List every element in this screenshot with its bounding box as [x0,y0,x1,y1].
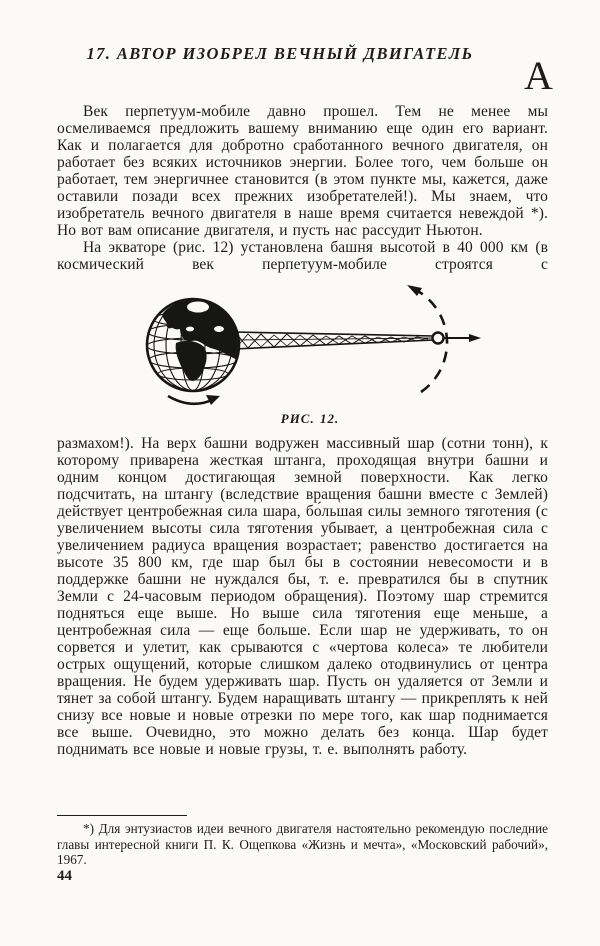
paragraph-tower-part2: размахом!). На верх башни водружен массивный шар (сотни тонн), к которому приварена жесткая штанга, проходящая внутри башни и одним концом достигающая земной поверхности. Как легко подсчитать, на штангу (вследствие вращения башни вместе с Землей) действует центробежная сила шара, бо́льшая силы земного тяготения (с увеличением высоты сила тяготения убывает, а центробежная сила с увеличением радиуса вращения возрастает; равенство достигается на высоте 35 800 км, где шар был бы в состоянии невесомости и в поддержке башни не нуждался бы, т. е. превратился бы в спутник Земли с 24-часовым периодом обращения). Поэтому шар стремится подняться еще выше. Но выше сила тяготения еще меньше, а центробежная сила — еще больше. Если шар не удерживать, то он сорвется и улетит, как срываются с «чертова колеса» те любители острых ощущений, которые слишком далеко отодвинулись от центра вращения. Не будем удерживать шар. Пусть он удаляется от Земли и тянет за собой штангу. Будем наращивать штангу — прикреплять к ней снизу все новые и новые отрезки по мере того, как шар поднимается все выше. Очевидно, это можно делать без конца. Шар будет поднимать все новые и новые грузы, т. е. выполнять работу. [57,435,548,758]
earth-globe [147,299,240,405]
footnote-divider [57,815,187,816]
outward-arrow-icon [444,334,481,342]
section-initial-letter: А [524,53,553,98]
paragraph-intro: Век перпетуум-мобиле давно прошел. Тем не менее мы осмеливаемся предложить вашему вниманию еще один его вариант. Как и полагается для добротно сработанного вечного двигателя, он работает без всяких источников энергии. Более того, чем больше он работает, тем энергичнее становится (в этом пункте мы, кажется, даже оставили позади всех прежних изобретателей!). Мы знаем, что изобретатель вечного двигателя в наше время считается невеждой *). Но вот вам описание двигателя, и пусть нас рассудит Ньютон. [57,103,548,239]
lattice-tower [234,332,434,349]
body-text [57,103,548,758]
ball-weight [433,333,444,344]
footnote-text: *) Для энтузиастов идеи вечного двигателя настоятельно рекомендую последние главы интересной книги П. К. Ощепкова «Жизнь и мечта», «Московский рабочий», 1967. [57,821,548,867]
figure-earth-tower [136,281,484,427]
earth-tower-illustration [136,281,484,407]
page-number: 44 [57,868,72,884]
figure-caption: РИС. 12. [280,411,340,426]
chapter-heading: 17. АВТОР ИЗОБРЕЛ ВЕЧНЫЙ ДВИГАТЕЛЬ [86,44,474,63]
paragraph-tower-part1: На экваторе (рис. 12) установлена башня высотой в 40 000 км (в космический век перпетуум-мобиле строятся с [57,239,548,273]
earth-rotation-arrow-icon [168,395,220,405]
